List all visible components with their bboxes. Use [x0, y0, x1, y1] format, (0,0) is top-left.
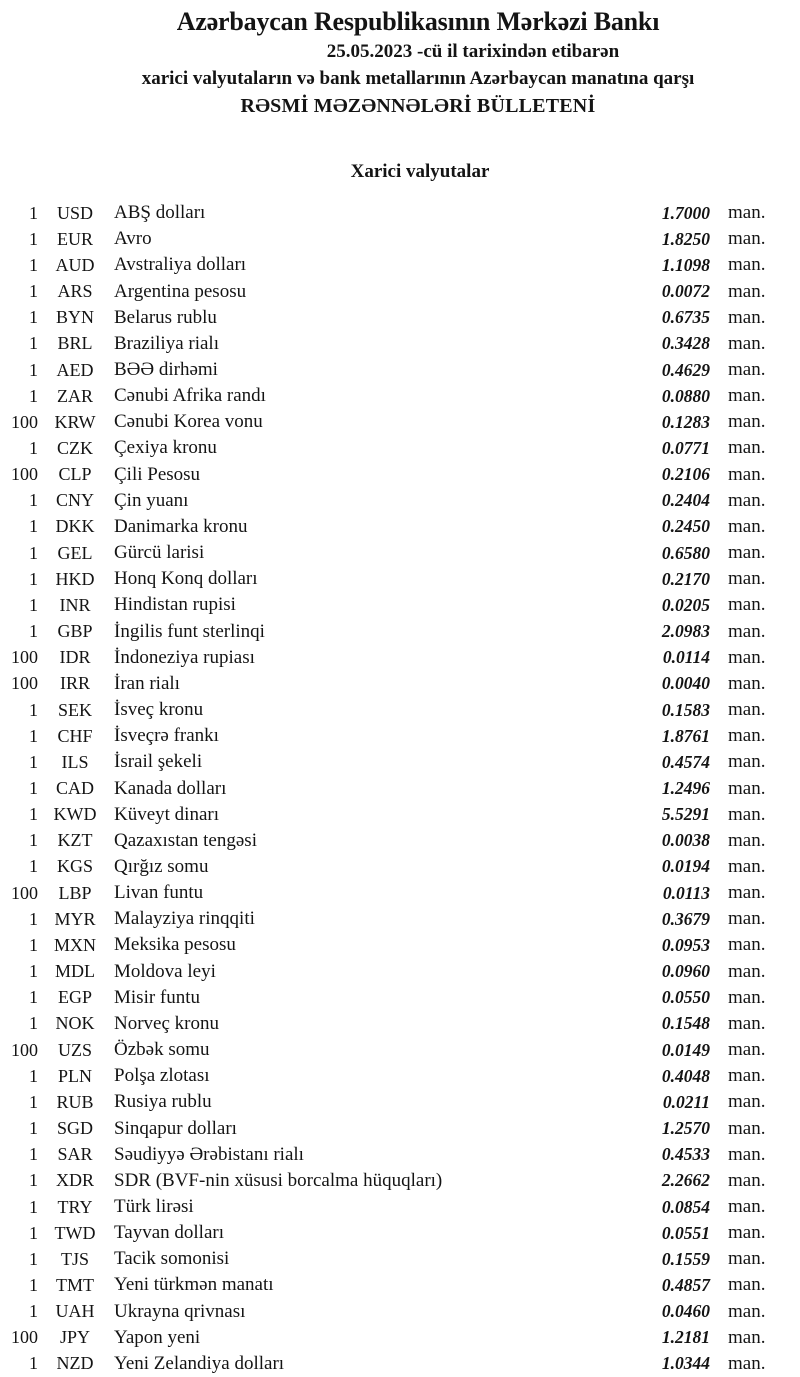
- rate-value: 0.0038: [661, 830, 710, 851]
- rate-value: 0.0953: [661, 934, 710, 955]
- currency-name: Misir funtu: [114, 986, 201, 1008]
- unit-label: man.: [728, 359, 766, 381]
- rate-row: [0, 723, 800, 749]
- rate-row: [0, 619, 800, 645]
- quantity: 1: [29, 778, 38, 799]
- quantity: 1: [29, 1196, 38, 1217]
- effective-date-line: 25.05.2023 -cü il tarixindən etibarən: [326, 41, 620, 62]
- quantity: 1: [29, 1222, 38, 1243]
- rate-value: 0.2404: [661, 490, 710, 511]
- rate-row: [0, 880, 800, 906]
- unit-label: man.: [728, 1300, 766, 1322]
- quantity: 1: [29, 1091, 38, 1112]
- quantity: 1: [29, 856, 38, 877]
- rate-row: [0, 1142, 800, 1168]
- currency-name: Tacik somonisi: [114, 1248, 230, 1270]
- rate-row: [0, 226, 800, 252]
- currency-code: SAR: [57, 1144, 93, 1165]
- rate-row: [0, 383, 800, 409]
- bank-name: Azərbaycan Respublikasının Mərkəzi Bankı: [176, 7, 660, 36]
- currency-code: CLP: [58, 464, 92, 485]
- unit-label: man.: [728, 934, 766, 956]
- currency-name: İran rialı: [114, 672, 180, 694]
- currency-code: CNY: [55, 490, 94, 511]
- rate-value: 0.4574: [661, 751, 710, 772]
- quantity: 1: [29, 516, 38, 537]
- rate-value: 1.8250: [661, 228, 710, 249]
- rate-value: 1.7000: [661, 202, 710, 223]
- unit-label: man.: [728, 855, 766, 877]
- rate-row: [0, 854, 800, 880]
- quantity: 1: [29, 307, 38, 328]
- unit-label: man.: [728, 280, 766, 302]
- rate-value: 1.2570: [661, 1118, 710, 1139]
- currency-code: ARS: [57, 281, 93, 302]
- rate-row: [0, 802, 800, 828]
- quantity: 1: [29, 1144, 38, 1165]
- rate-row: [0, 278, 800, 304]
- currency-code: AED: [56, 359, 94, 380]
- currency-name: Hindistan rupisi: [114, 594, 236, 616]
- rate-value: 0.4857: [661, 1274, 710, 1295]
- quantity: 1: [29, 804, 38, 825]
- rate-row: [0, 1299, 800, 1325]
- currency-code: INR: [59, 594, 91, 615]
- currency-name: Cənubi Korea vonu: [114, 411, 263, 433]
- currency-name: Meksika pesosu: [114, 934, 236, 956]
- currency-code: TWD: [54, 1222, 96, 1243]
- currency-code: UAH: [55, 1301, 95, 1322]
- quantity: 100: [11, 882, 38, 903]
- currency-name: Tayvan dolları: [114, 1222, 224, 1244]
- unit-label: man.: [728, 1196, 766, 1218]
- currency-code: NOK: [55, 1013, 95, 1034]
- unit-label: man.: [728, 1274, 766, 1296]
- currency-name: Özbək somu: [114, 1039, 210, 1061]
- rate-row: [0, 959, 800, 985]
- currency-name: Norveç kronu: [114, 1012, 219, 1034]
- rate-row: [0, 1246, 800, 1272]
- rate-value: 0.6580: [661, 542, 710, 563]
- rate-value: 0.0205: [661, 594, 710, 615]
- unit-label: man.: [728, 1117, 766, 1139]
- currency-code: AUD: [55, 254, 95, 275]
- currency-name: Rusiya rublu: [114, 1091, 212, 1113]
- rate-value: 0.2450: [661, 516, 710, 537]
- quantity: 1: [29, 1013, 38, 1034]
- currency-name: Argentina pesosu: [114, 280, 247, 302]
- rate-row: [0, 1037, 800, 1063]
- currency-code: JPY: [59, 1327, 90, 1348]
- currency-name: Qırğız somu: [114, 855, 209, 877]
- quantity: 100: [11, 1327, 38, 1348]
- unit-label: man.: [728, 542, 766, 564]
- currency-code: NZD: [56, 1353, 94, 1374]
- currency-name: Cənubi Afrika randı: [114, 385, 266, 407]
- unit-label: man.: [728, 594, 766, 616]
- rate-row: [0, 932, 800, 958]
- currency-code: MXN: [53, 934, 96, 955]
- rate-row: [0, 749, 800, 775]
- rate-value: 0.3679: [661, 908, 710, 929]
- currency-name: Gürcü larisi: [114, 542, 205, 564]
- unit-label: man.: [728, 1012, 766, 1034]
- rate-row: [0, 985, 800, 1011]
- quantity: 1: [29, 699, 38, 720]
- rate-row: [0, 566, 800, 592]
- currency-name: Malayziya rinqqiti: [114, 908, 255, 930]
- currency-name: Çexiya kronu: [114, 437, 217, 459]
- currency-name: Çili Pesosu: [114, 463, 201, 485]
- unit-label: man.: [728, 306, 766, 328]
- currency-code: IRR: [59, 673, 90, 694]
- currency-name: Yeni Zelandiya dolları: [114, 1352, 285, 1374]
- currency-name: Ukrayna qrivnası: [114, 1300, 246, 1322]
- unit-label: man.: [728, 1143, 766, 1165]
- unit-label: man.: [728, 751, 766, 773]
- rate-row: [0, 1194, 800, 1220]
- currency-code: RUB: [56, 1091, 94, 1112]
- bulletin-header: [0, 0, 800, 120]
- rate-row: [0, 697, 800, 723]
- rate-row: [0, 252, 800, 278]
- currency-name: Küveyt dinarı: [114, 803, 220, 825]
- quantity: 1: [29, 751, 38, 772]
- rate-value: 0.0771: [661, 437, 710, 458]
- unit-label: man.: [728, 1091, 766, 1113]
- currency-code: MDL: [55, 961, 95, 982]
- currency-name: Moldova leyi: [114, 960, 216, 982]
- unit-label: man.: [728, 672, 766, 694]
- unit-label: man.: [728, 725, 766, 747]
- currency-code: CZK: [57, 437, 93, 458]
- currency-code: LBP: [58, 882, 92, 903]
- quantity: 1: [29, 568, 38, 589]
- rate-value: 0.4533: [661, 1144, 710, 1165]
- quantity: 1: [29, 961, 38, 982]
- quantity: 1: [29, 385, 38, 406]
- currency-name: Sinqapur dolları: [114, 1117, 237, 1139]
- rate-row: [0, 305, 800, 331]
- quantity: 1: [29, 490, 38, 511]
- quantity: 1: [29, 281, 38, 302]
- rate-row: [0, 645, 800, 671]
- rate-row: [0, 1325, 800, 1351]
- rate-row: [0, 462, 800, 488]
- rate-value: 0.4629: [661, 359, 710, 380]
- quantity: 1: [29, 228, 38, 249]
- currency-name: Avstraliya dolları: [114, 254, 247, 276]
- currency-code: USD: [56, 202, 93, 223]
- quantity: 1: [29, 621, 38, 642]
- currency-code: KWD: [53, 804, 97, 825]
- rate-value: 0.1283: [661, 411, 710, 432]
- unit-label: man.: [728, 646, 766, 668]
- rate-value: 0.1548: [661, 1013, 710, 1034]
- rate-value: 5.5291: [661, 804, 710, 825]
- rate-row: [0, 1220, 800, 1246]
- currency-code: KZT: [57, 830, 93, 851]
- quantity: 1: [29, 1118, 38, 1139]
- currency-name: Honq Konq dolları: [114, 568, 258, 590]
- currency-name: Livan funtu: [114, 882, 204, 904]
- quantity: 1: [29, 1301, 38, 1322]
- rate-value: 1.0344: [661, 1353, 710, 1374]
- rate-value: 0.0880: [661, 385, 710, 406]
- rate-row: [0, 514, 800, 540]
- currency-code: KRW: [54, 411, 96, 432]
- currency-code: IDR: [59, 647, 91, 668]
- currency-name: Türk lirəsi: [114, 1196, 194, 1218]
- quantity: 1: [29, 1353, 38, 1374]
- rate-row: [0, 1011, 800, 1037]
- currency-name: Avro: [114, 228, 152, 250]
- rate-value: 0.0194: [661, 856, 710, 877]
- unit-label: man.: [728, 202, 766, 224]
- quantity: 1: [29, 1065, 38, 1086]
- quantity: 1: [29, 1248, 38, 1269]
- unit-label: man.: [728, 620, 766, 642]
- unit-label: man.: [728, 489, 766, 511]
- rate-value: 0.0211: [662, 1091, 710, 1112]
- currency-name: Kanada dolları: [114, 777, 227, 799]
- rate-row: [0, 1089, 800, 1115]
- currency-name: Braziliya rialı: [114, 332, 219, 354]
- rate-value: 0.1583: [661, 699, 710, 720]
- currency-code: CAD: [55, 778, 94, 799]
- currency-name: SDR (BVF-nin xüsusi borcalma hüquqları): [114, 1169, 443, 1191]
- currency-code: EUR: [57, 228, 93, 249]
- unit-label: man.: [728, 1065, 766, 1087]
- currency-code: BYN: [55, 307, 94, 328]
- rate-value: 2.0983: [661, 621, 710, 642]
- currency-name: İngilis funt sterlinqi: [114, 620, 265, 642]
- quantity: 100: [11, 673, 38, 694]
- currency-code: GBP: [57, 621, 93, 642]
- currency-name: ABŞ dolları: [114, 202, 206, 224]
- rate-row: [0, 331, 800, 357]
- quantity: 1: [29, 830, 38, 851]
- quantity: 1: [29, 725, 38, 746]
- quantity: 1: [29, 594, 38, 615]
- rate-value: 0.4048: [661, 1065, 710, 1086]
- quantity: 1: [29, 1274, 38, 1295]
- currency-name: İsveçrə frankı: [114, 725, 219, 747]
- unit-label: man.: [728, 1039, 766, 1061]
- currency-name: Yapon yeni: [114, 1326, 201, 1348]
- currency-code: DKK: [55, 516, 95, 537]
- unit-label: man.: [728, 463, 766, 485]
- unit-label: man.: [728, 1169, 766, 1191]
- currency-code: XDR: [55, 1170, 94, 1191]
- quantity: 1: [29, 437, 38, 458]
- rate-row: [0, 1351, 800, 1377]
- quantity: 1: [29, 333, 38, 354]
- currency-code: ZAR: [57, 385, 93, 406]
- rate-row: [0, 357, 800, 383]
- currency-code: TRY: [57, 1196, 93, 1217]
- quantity: 1: [29, 359, 38, 380]
- unit-label: man.: [728, 829, 766, 851]
- rate-value: 1.2181: [661, 1327, 710, 1348]
- rate-value: 0.2106: [661, 464, 710, 485]
- rate-row: [0, 488, 800, 514]
- rate-row: [0, 906, 800, 932]
- rate-value: 0.0854: [661, 1196, 710, 1217]
- rate-value: 0.0460: [661, 1301, 710, 1322]
- unit-label: man.: [728, 568, 766, 590]
- section-title-foreign-currencies: Xarici valyutalar: [350, 161, 490, 182]
- quantity: 1: [29, 934, 38, 955]
- rate-value: 0.1559: [661, 1248, 710, 1269]
- unit-label: man.: [728, 960, 766, 982]
- rate-value: 0.3428: [661, 333, 710, 354]
- currency-name: Səudiyyə Ərəbistanı rialı: [114, 1143, 304, 1165]
- rate-value: 0.2170: [661, 568, 710, 589]
- quantity: 1: [29, 202, 38, 223]
- quantity: 1: [29, 908, 38, 929]
- subject-line: xarici valyutaların və bank metallarının Azərbaycan manatına qarşı: [141, 68, 695, 89]
- currency-name: İsveç kronu: [114, 699, 204, 721]
- currency-name: Qazaxıstan tengəsi: [114, 829, 257, 851]
- currency-code: PLN: [57, 1065, 92, 1086]
- quantity: 100: [11, 647, 38, 668]
- rates-table: [0, 200, 800, 1377]
- rate-row: [0, 200, 800, 226]
- unit-label: man.: [728, 777, 766, 799]
- currency-code: TJS: [60, 1248, 89, 1269]
- currency-code: UZS: [57, 1039, 92, 1060]
- rate-row: [0, 592, 800, 618]
- unit-label: man.: [728, 908, 766, 930]
- currency-code: ILS: [61, 751, 89, 772]
- currency-name: Danimarka kronu: [114, 515, 248, 537]
- quantity: 1: [29, 1170, 38, 1191]
- currency-name: İsrail şekeli: [114, 751, 203, 773]
- currency-code: KGS: [56, 856, 93, 877]
- unit-label: man.: [728, 437, 766, 459]
- currency-code: CHF: [57, 725, 93, 746]
- rate-row: [0, 828, 800, 854]
- rate-row: [0, 409, 800, 435]
- currency-code: SGD: [56, 1118, 93, 1139]
- currency-name: Çin yuanı: [114, 489, 189, 511]
- unit-label: man.: [728, 1326, 766, 1348]
- unit-label: man.: [728, 1352, 766, 1374]
- bulletin-title: RƏSMİ MƏZƏNNƏLƏRİ BÜLLETENİ: [240, 95, 596, 117]
- currency-name: Belarus rublu: [114, 306, 217, 328]
- unit-label: man.: [728, 411, 766, 433]
- rate-value: 0.0113: [662, 882, 710, 903]
- currency-code: GEL: [57, 542, 93, 563]
- quantity: 100: [11, 411, 38, 432]
- rate-value: 0.0149: [661, 1039, 710, 1060]
- rate-value: 2.2662: [661, 1170, 710, 1191]
- rate-value: 0.0960: [661, 961, 710, 982]
- rate-value: 0.0040: [661, 673, 710, 694]
- rate-row: [0, 1115, 800, 1141]
- rate-value: 0.0550: [661, 987, 710, 1008]
- currency-name: Yeni türkmən manatı: [114, 1274, 274, 1296]
- unit-label: man.: [728, 882, 766, 904]
- quantity: 1: [29, 254, 38, 275]
- rate-row: [0, 775, 800, 801]
- rate-row: [0, 540, 800, 566]
- rate-row: [0, 1063, 800, 1089]
- rate-value: 1.2496: [661, 778, 710, 799]
- rate-row: [0, 1168, 800, 1194]
- currency-code: TMT: [56, 1274, 94, 1295]
- currency-code: SEK: [57, 699, 92, 720]
- rate-row: [0, 435, 800, 461]
- rate-value: 1.1098: [661, 254, 710, 275]
- currency-name: BƏƏ dirhəmi: [114, 359, 218, 381]
- quantity: 1: [29, 987, 38, 1008]
- unit-label: man.: [728, 332, 766, 354]
- rate-value: 0.0114: [662, 647, 710, 668]
- currency-code: HKD: [55, 568, 95, 589]
- rate-value: 1.8761: [661, 725, 710, 746]
- unit-label: man.: [728, 986, 766, 1008]
- unit-label: man.: [728, 515, 766, 537]
- currency-code: BRL: [57, 333, 93, 354]
- unit-label: man.: [728, 1248, 766, 1270]
- unit-label: man.: [728, 1222, 766, 1244]
- currency-name: Polşa zlotası: [114, 1065, 210, 1087]
- rate-value: 0.6735: [661, 307, 710, 328]
- unit-label: man.: [728, 385, 766, 407]
- quantity: 1: [29, 542, 38, 563]
- unit-label: man.: [728, 803, 766, 825]
- currency-name: İndoneziya rupiası: [114, 646, 255, 668]
- unit-label: man.: [728, 254, 766, 276]
- rate-row: [0, 1272, 800, 1298]
- rate-value: 0.0072: [661, 281, 710, 302]
- rate-row: [0, 671, 800, 697]
- unit-label: man.: [728, 699, 766, 721]
- unit-label: man.: [728, 228, 766, 250]
- quantity: 100: [11, 464, 38, 485]
- currency-code: MYR: [54, 908, 96, 929]
- quantity: 100: [11, 1039, 38, 1060]
- rate-value: 0.0551: [661, 1222, 710, 1243]
- currency-code: EGP: [57, 987, 92, 1008]
